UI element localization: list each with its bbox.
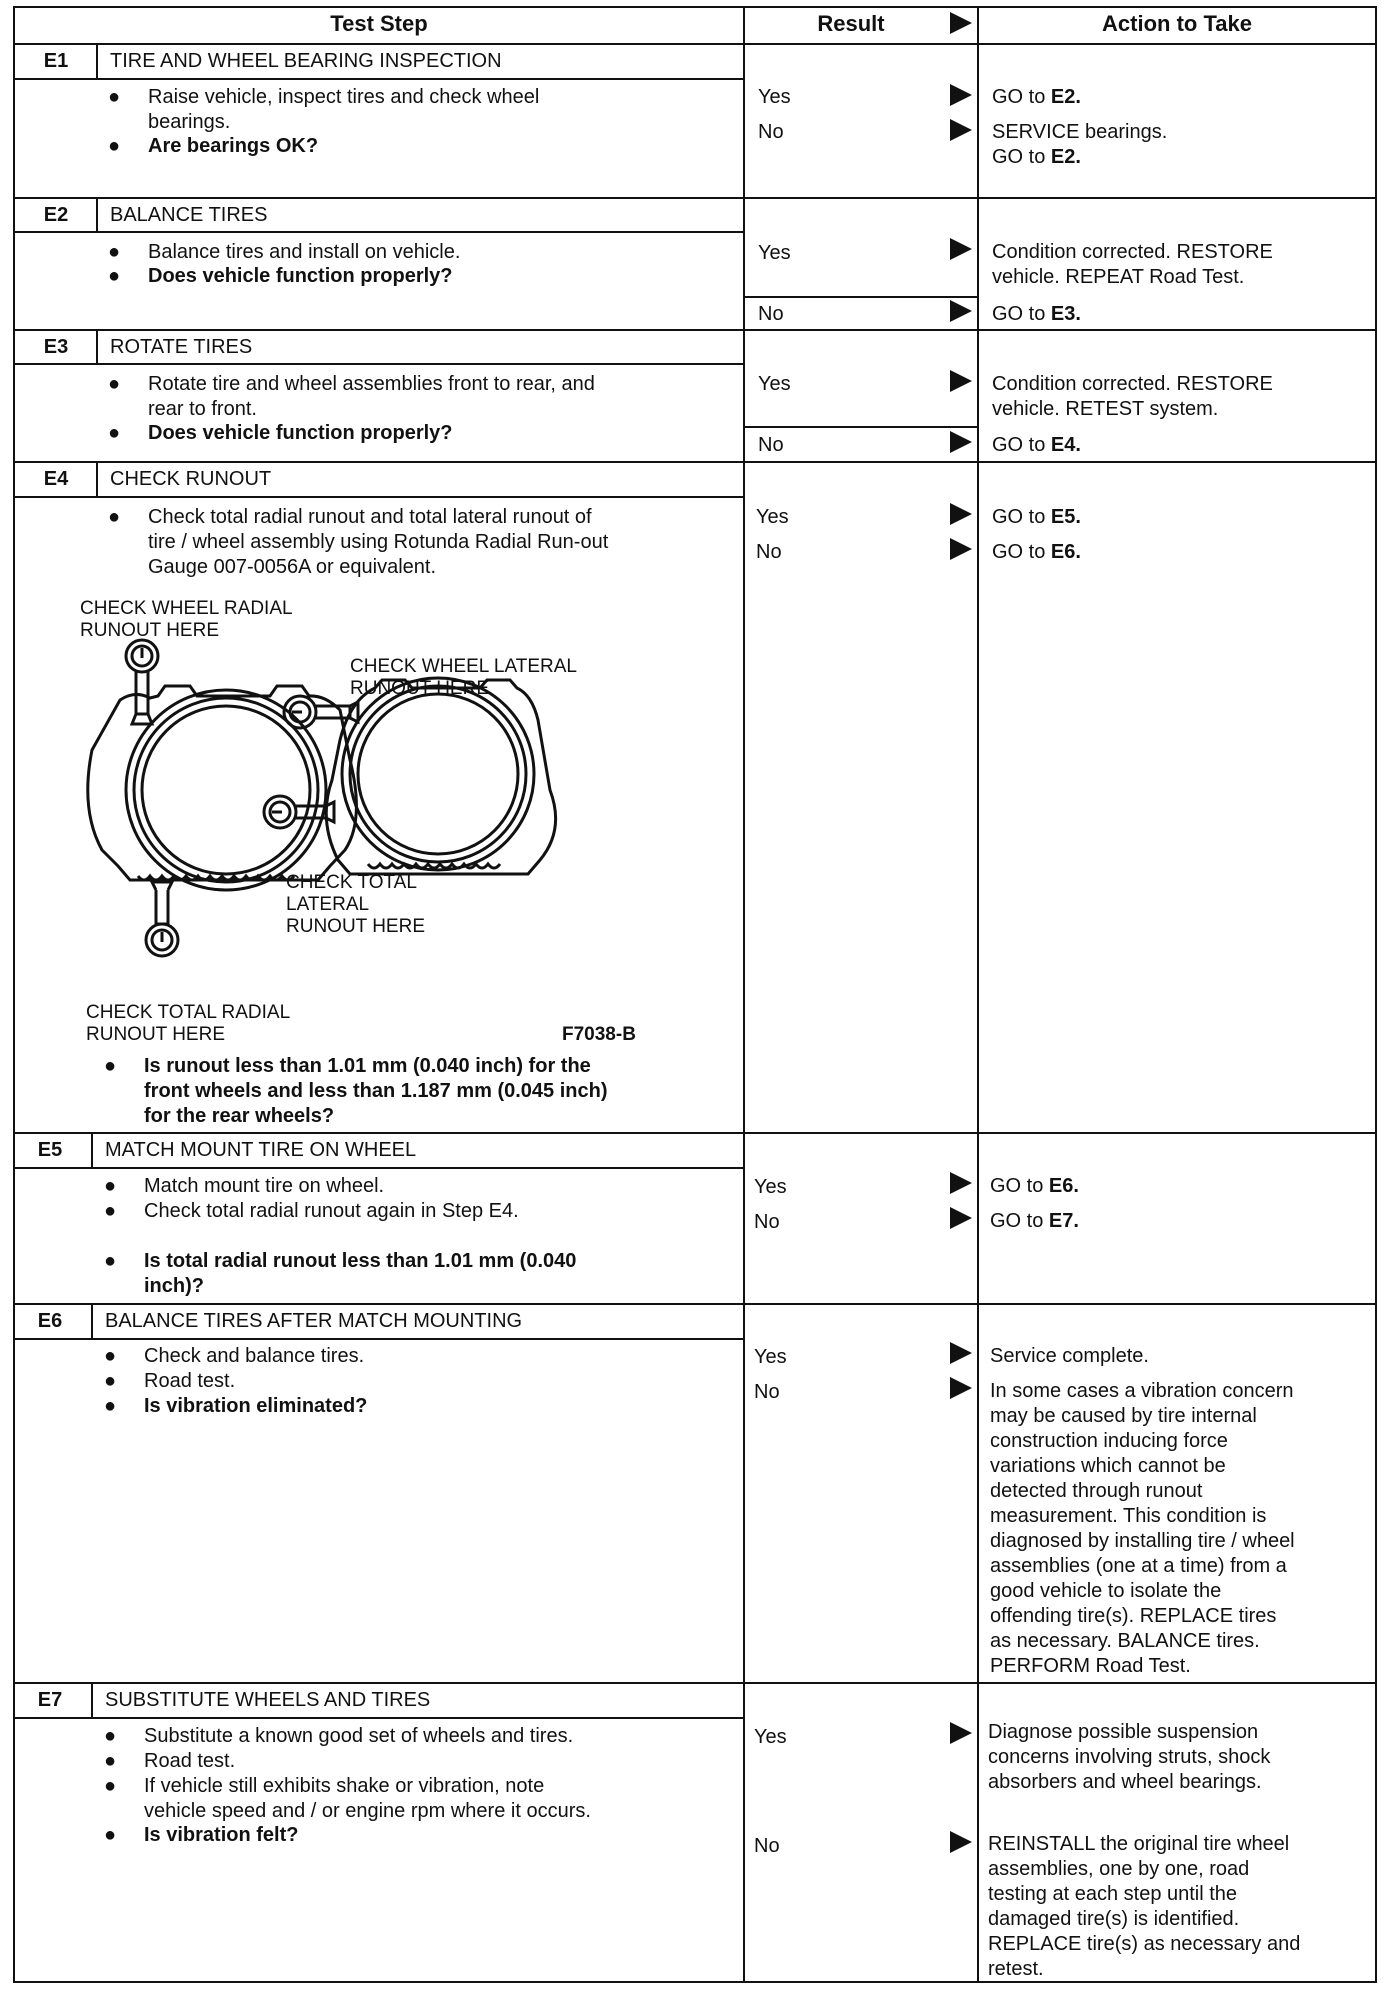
step-id: E4 — [43, 468, 69, 490]
bullet-question: ● Is runout less than 1.01 mm (0.040 inch) for the front wheels and less than 1.187 mm (0.045 inch) for the rear wheels? — [104, 1055, 608, 1127]
step-title: CHECK RUNOUT — [110, 468, 272, 490]
header-action: Action to Take — [1102, 11, 1252, 36]
bullet-item: ● Check total radial runout again in Step E4. — [104, 1200, 519, 1222]
header-arrow-icon — [950, 12, 972, 34]
bullet-item: ● Match mount tire on wheel. — [104, 1175, 385, 1197]
arrow-icon — [950, 238, 972, 260]
arrow-icon — [950, 538, 972, 560]
step-id: E2 — [43, 204, 69, 226]
step-title: BALANCE TIRES AFTER MATCH MOUNTING — [105, 1310, 523, 1332]
bullet-item: ● Rotate tire and wheel assemblies front to rear, and rear to front. — [108, 373, 595, 420]
result-yes: Yes — [756, 506, 789, 528]
step-title: TIRE AND WHEEL BEARING INSPECTION — [110, 50, 502, 72]
bullet-item: ● Raise vehicle, inspect tires and check wheel bearings. — [108, 86, 540, 133]
action-yes: GO to E5. — [992, 506, 1081, 528]
arrow-icon — [950, 1377, 972, 1399]
action-yes: Condition corrected. RESTORE vehicle. RETEST system. — [992, 373, 1273, 420]
action-no: GO to E4. — [992, 434, 1081, 456]
figure-label-total-lateral: CHECK TOTAL LATERAL RUNOUT HERE — [286, 872, 425, 937]
header-result: Result — [817, 11, 885, 36]
figure-label-radial: CHECK WHEEL RADIAL RUNOUT HERE — [80, 598, 293, 641]
action-no: GO to E6. — [992, 541, 1081, 563]
step-id: E6 — [37, 1310, 63, 1332]
arrow-icon — [950, 1342, 972, 1364]
action-yes: GO to E2. — [992, 86, 1081, 108]
bullet-item: ● Substitute a known good set of wheels and tires. — [104, 1725, 574, 1747]
action-yes: Condition corrected. RESTORE vehicle. REPEAT Road Test. — [992, 241, 1273, 288]
bullet-question: ● Is total radial runout less than 1.01 mm (0.040 inch)? — [104, 1250, 577, 1297]
action-no: SERVICE bearings. GO to E2. — [992, 121, 1168, 168]
arrow-icon — [950, 370, 972, 392]
bullet-item: ● Check total radial runout and total lateral runout of tire / wheel assembly using Rotunda Radial Run-out Gauge 007-0056A or equivalent. — [108, 506, 609, 578]
bullet-item: ● Check and balance tires. — [104, 1345, 365, 1367]
bullet-item: ● Road test. — [104, 1370, 236, 1392]
arrow-icon — [950, 431, 972, 453]
action-no-list: REINSTALL the original tire wheel assemblies, one by one, road testing at each step until the damaged tire(s) is identified. REPLACE tire(s) as necessary and retest. — [988, 1833, 1301, 1980]
result-yes: Yes — [758, 242, 791, 264]
result-no: No — [756, 541, 782, 563]
result-no: No — [758, 121, 784, 143]
step-title: ROTATE TIRES — [110, 336, 253, 358]
arrow-icon — [950, 300, 972, 322]
step-title: BALANCE TIRES — [110, 204, 268, 226]
bullet-item: ● Road test. — [104, 1750, 236, 1772]
step-id: E7 — [37, 1689, 63, 1711]
result-yes: Yes — [754, 1726, 787, 1748]
action-yes: Service complete. — [990, 1345, 1149, 1367]
figure-code: F7038-B — [562, 1024, 636, 1045]
figure-label-lateral: CHECK WHEEL LATERAL RUNOUT HERE — [350, 656, 577, 699]
result-yes: Yes — [758, 86, 791, 108]
arrow-icon — [950, 1722, 972, 1744]
result-no: No — [758, 434, 784, 456]
result-no: No — [758, 303, 784, 325]
header-test-step: Test Step — [330, 11, 428, 36]
result-yes: Yes — [754, 1346, 787, 1368]
action-no-list: In some cases a vibration concern may be caused by tire internal construction inducing force variations which cannot be detected through runout measurement. This condition is diagnosed by installing tire / wheel assemblies (one at a time) from a good vehicle to isolate the offending tire(s). REPLACE tires as necessary. BALANCE tires. PERFORM Road Test. — [990, 1380, 1295, 1677]
bullet-question: ● Does vehicle function properly? — [108, 265, 453, 287]
bullet-question: ● Is vibration felt? — [104, 1824, 299, 1846]
arrow-icon — [950, 1172, 972, 1194]
arrow-icon — [950, 503, 972, 525]
arrow-icon — [950, 1831, 972, 1853]
action-yes: GO to E6. — [990, 1175, 1079, 1197]
figure-label-total-radial: CHECK TOTAL RADIAL RUNOUT HERE — [86, 1002, 291, 1045]
arrow-icon — [950, 1207, 972, 1229]
result-no: No — [754, 1835, 780, 1857]
result-yes: Yes — [754, 1176, 787, 1198]
bullet-question: ● Are bearings OK? — [108, 135, 319, 157]
bullet-question: ● Does vehicle function properly? — [108, 422, 453, 444]
action-no: GO to E3. — [992, 303, 1081, 325]
result-no: No — [754, 1381, 780, 1403]
arrow-icon — [950, 119, 972, 141]
step-title: SUBSTITUTE WHEELS AND TIRES — [105, 1689, 431, 1711]
bullet-item: ● If vehicle still exhibits shake or vibration, note vehicle speed and / or engine rpm where it occurs. — [104, 1775, 591, 1822]
action-no: GO to E7. — [990, 1210, 1079, 1232]
step-title: MATCH MOUNT TIRE ON WHEEL — [105, 1139, 417, 1161]
bullet-question: ● Is vibration eliminated? — [104, 1395, 368, 1417]
arrow-icon — [950, 84, 972, 106]
result-no: No — [754, 1211, 780, 1233]
result-yes: Yes — [758, 373, 791, 395]
step-id: E5 — [37, 1139, 63, 1161]
step-id: E3 — [43, 336, 69, 358]
step-id: E1 — [43, 50, 69, 72]
action-yes-list: Diagnose possible suspension concerns involving struts, shock absorbers and wheel bearings. — [988, 1721, 1271, 1793]
bullet-item: ● Balance tires and install on vehicle. — [108, 241, 461, 263]
